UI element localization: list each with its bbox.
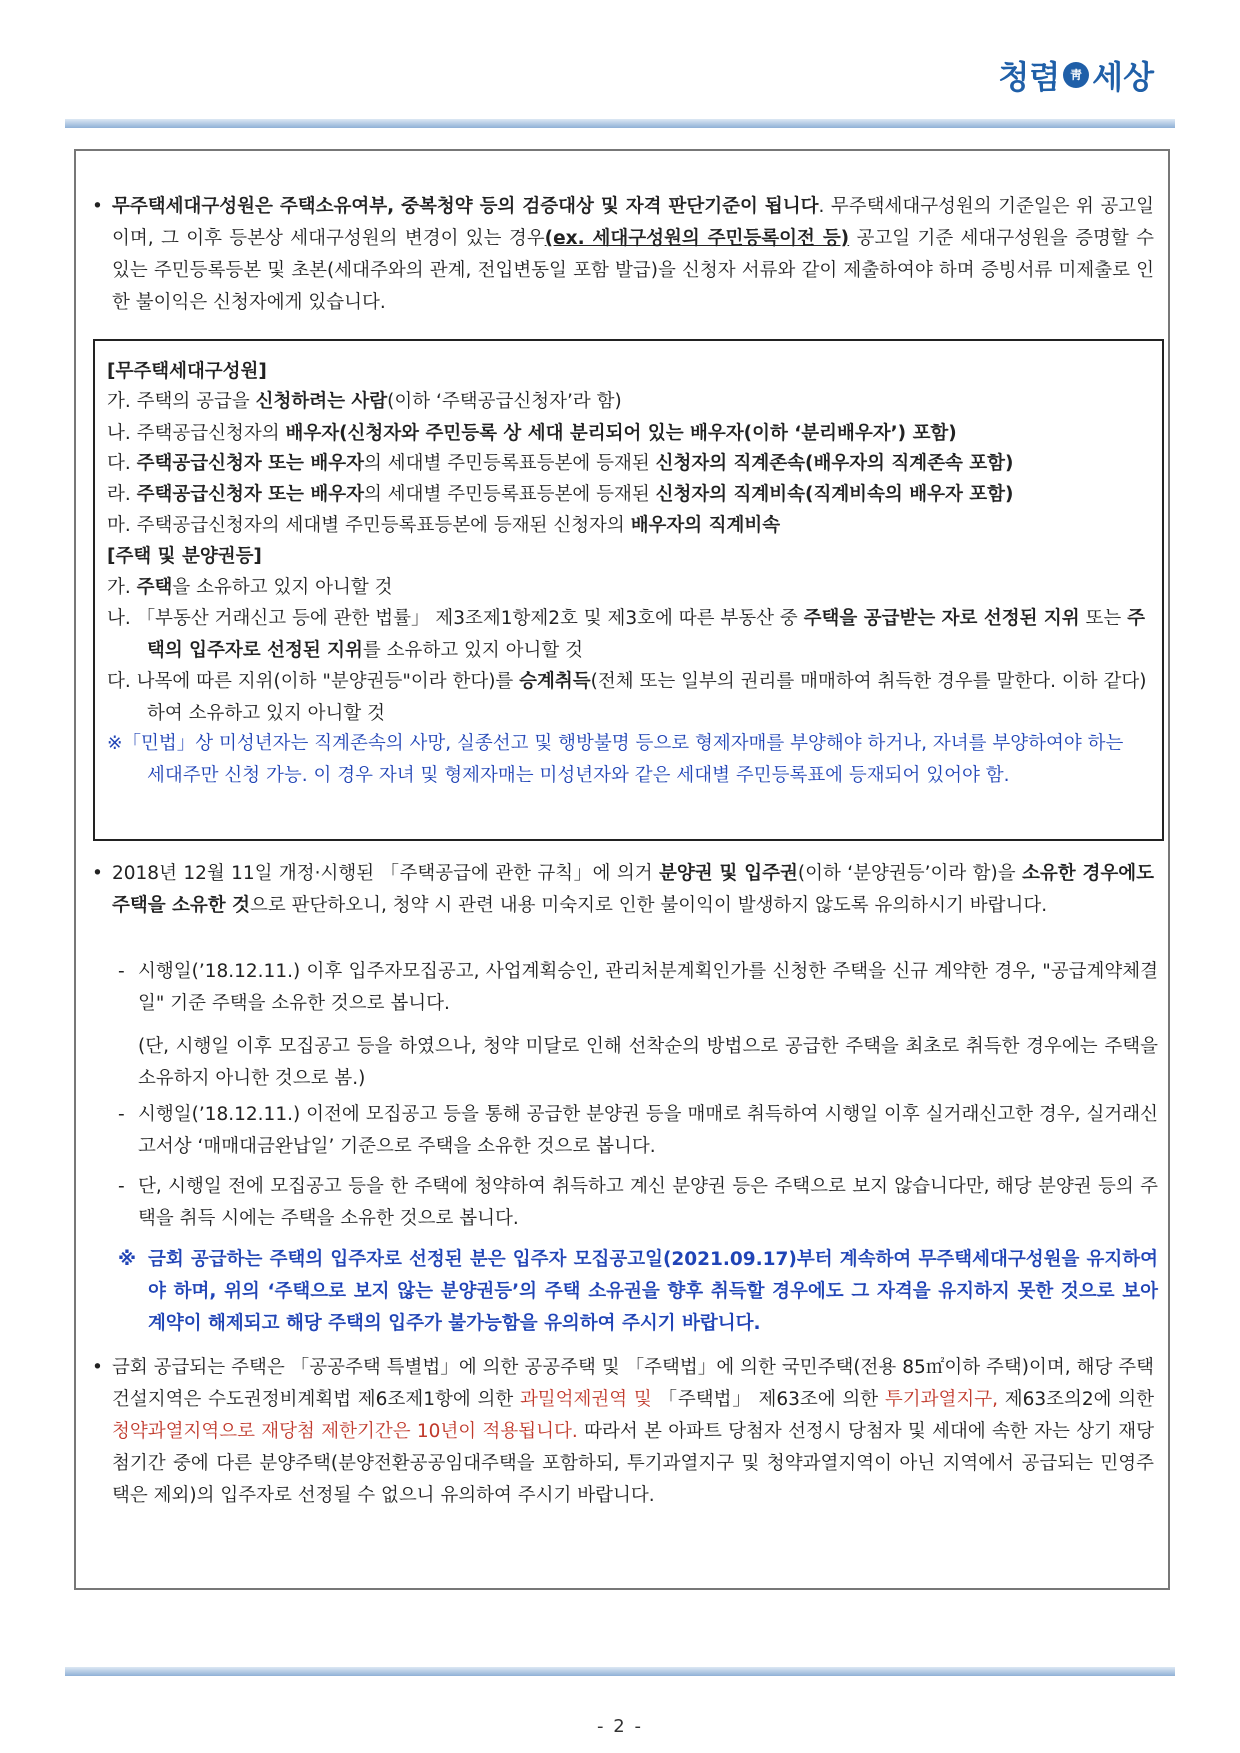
box-item-da-2: 다. 나목에 따른 지위(이하 "분양권등"이라 한다)를 승계취득(전체 또는 일부의 권리를 매매하여 취득한 경우를 말한다. 이하 같다)하여 소유하고 있지 아니할 것 [107,671,1147,724]
paragraph-3: • 금회 공급되는 주택은 「공공주택 특별법」에 의한 공공주택 및 「주택법」에 의한 국민주택(전용 85㎡이하 주택)이며, 해당 주택건설지역은 수도권정비계획법 제6조제1항에 의한 과밀억제권역 및 「주택법」 제63조에 의한 투기과열지구, 제63조의2에 의한 청약과열지역으로 재당첨 제한기간은 10년이 적용됩니다. 따라서 본 아파트 당첨자 선정시 당첨자 및 세대에 속한 자는 상기 재당첨기간 중에 다른 분양주택(분양전환공공임대주택을 포함하되, 투기과열지구 및 청약과열지역이 아닌 지역에서 공급되는 민영주택은 제외)의 입주자로 선정될 수 없으니 유의하여 주시기 바랍니다. [92,1357,1154,1506]
box-item-ra-1: 라. 주택공급신청자 또는 배우자의 세대별 주민등록표등본에 등재된 신청자의 직계비속(직계비속의 배우자 포함) [107,484,1014,505]
box-heading-2: [주택 및 분양권등] [107,546,262,567]
footer-band [65,1667,1175,1676]
box-item-da-1: 다. 주택공급신청자 또는 배우자의 세대별 주민등록표등본에 등재된 신청자의 직계존속(배우자의 직계존속 포함) [107,453,1014,474]
sub-item-3: - 단, 시행일 전에 모집공고 등을 한 주택에 청약하여 취득하고 계신 분양권 등은 주택으로 보지 않습니다만, 해당 분양권 등의 주택을 취득 시에는 주택을 소유한 것으로 봅니다. [118,1176,1158,1229]
p1-bold-1: 무주택세대구성원은 주택소유여부, 중복청약 등의 검증대상 및 자격 판단기준이 됩니다 [112,196,819,217]
logo-circle-icon: 靑 [1063,62,1089,88]
box-heading-1: [무주택세대구성원] [107,361,267,382]
sub-item-2: - 시행일(’18.12.11.) 이전에 모집공고 등을 통해 공급한 분양권 등을 매매로 취득하여 시행일 이후 실거래신고한 경우, 실거래신고서상 ‘매매대금완납일’ 기준으로 주택을 소유한 것으로 봅니다. [118,1104,1158,1157]
logo-text-left: 청렴 [998,58,1061,96]
logo [998,52,1154,98]
p1-text-1: . 무주택세대구성원의 기준일은 위 공고일이며, 그 이후 등본상 세대구성원의 변경이 있는 경우 [112,196,1154,249]
p1-text-2: 공고일 기준 세대구성원을 증명할 수 있는 주민등록등본 및 초본(세대주와의 관계, 전입변동일 포함 발급)을 신청자 서류와 같이 제출하여야 하며 증빙서류 미제출로 인한 불이익은 신청자에게 있습니다. [112,228,1154,313]
sub-item-1-note: (단, 시행일 이후 모집공고 등을 하였으나, 청약 미달로 인해 선착순의 방법으로 공급한 주택을 최초로 취득한 경우에는 주택을 소유하지 아니한 것으로 봄.) [138,1036,1158,1089]
box-note: ※「민법」상 미성년자는 직계존속의 사망, 실종선고 및 행방불명 등으로 형제자매를 부양해야 하거나, 자녀를 부양하여야 하는 세대주만 신청 가능. 이 경우 자녀 및 형제자매는 미성년자와 같은 세대별 주민등록표에 등재되어 있어야 함. [107,733,1124,786]
bullet: • [92,196,103,217]
box-item-ga-2: 가. 주택을 소유하고 있지 아니할 것 [107,577,393,598]
sub-item-1: - 시행일(’18.12.11.) 이후 입주자모집공고, 사업계획승인, 관리처분계획인가를 신청한 주택을 신규 계약한 경우, "공급계약체결일" 기준 주택을 소유한 것으로 봅니다. [118,961,1158,1014]
p1-bold-2: (ex. 세대구성원의 주민등록이전 등) [544,228,850,249]
header-band [65,119,1175,128]
box-item-ga-1: 가. 주택의 공급을 신청하려는 사람(이하 ‘주택공급신청자’라 함) [107,391,622,412]
paragraph-2: • 2018년 12월 11일 개정·시행된 「주택공급에 관한 규칙」에 의거 분양권 및 입주권(이하 ‘분양권등’이라 함)을 소유한 경우에도 주택을 소유한 것으로 판단하오니, 청약 시 관련 내용 미숙지로 인한 불이익이 발생하지 않도록 유의하시기 바랍니다. [92,863,1154,916]
important-note: ※ 금회 공급하는 주택의 입주자로 선정된 분은 입주자 모집공고일(2021.09.17)부터 계속하여 무주택세대구성원을 유지하여야 하며, 위의 ‘주택으로 보지 않는 분양권등’의 주택 소유권을 향후 취득할 경우에도 그 자격을 유지하지 못한 것으로 보아 계약이 해제되고 해당 주택의 입주가 불가능함을 유의하여 주시기 바랍니다. [118,1249,1158,1334]
page-number: - 2 - [597,1716,643,1737]
box-item-ma-1: 마. 주택공급신청자의 세대별 주민등록표등본에 등재된 신청자의 배우자의 직계비속 [107,515,781,536]
box-item-na-1: 나. 주택공급신청자의 배우자(신청자와 주민등록 상 세대 분리되어 있는 배우자(이하 ‘분리배우자’) 포함) [107,423,957,444]
box-item-na-2: 나. 「부동산 거래신고 등에 관한 법률」 제3조제1항제2호 및 제3호에 따른 부동산 중 주택을 공급받는 자로 선정된 지위 또는 주택의 입주자로 선정된 지위를 소유하고 있지 아니할 것 [107,608,1146,661]
logo-text-right: 세상 [1092,58,1154,96]
paragraph-1 [94,191,1154,319]
